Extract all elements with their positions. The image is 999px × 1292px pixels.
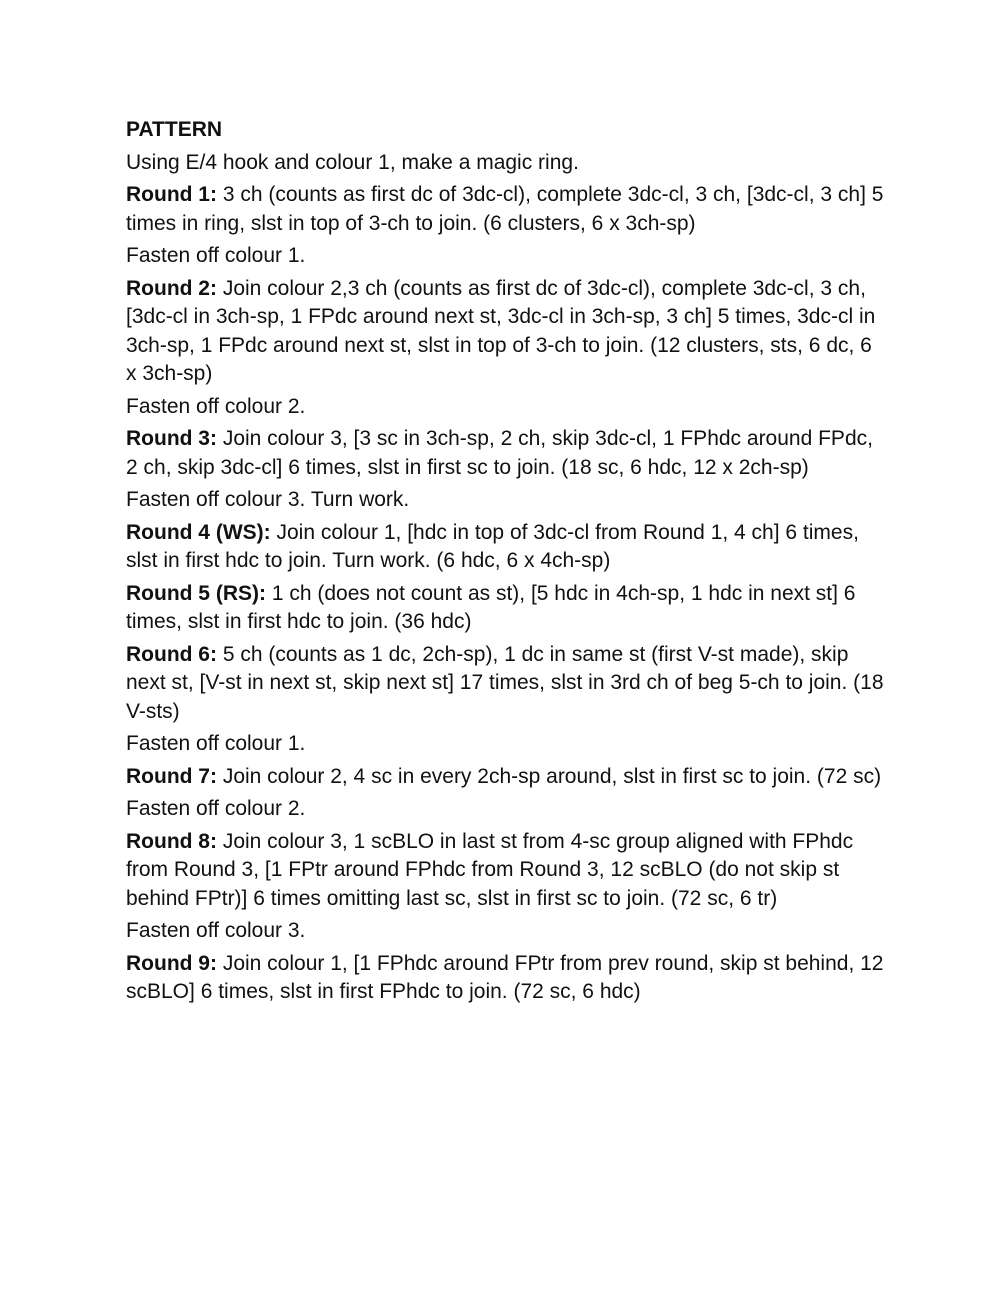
round-text: Join colour 3, [3 sc in 3ch-sp, 2 ch, skip 3dc-cl, 1 FPhdc around FPdc, 2 ch, skip 3dc-cl] 6 times, slst in first sc to join. (18 sc, 6 hdc, 12 x 2ch-sp)	[126, 427, 873, 479]
round-7	[126, 763, 886, 792]
round-text: Join colour 3, 1 scBLO in last st from 4-sc group aligned with FPhdc from Round 3, [1 FPtr around FPhdc from Round 3, 12 scBLO (do not skip st behind FPtr)] 6 times omitting last sc, slst in first sc to join. (72 sc, 6 tr)	[126, 829, 854, 910]
round-2	[126, 275, 886, 389]
round-text: Join colour 2, 4 sc in every 2ch-sp around, slst in first sc to join. (72 sc)	[216, 764, 882, 788]
round-label: Round 1:	[126, 183, 217, 206]
round-3	[126, 425, 886, 482]
fasten-off-note	[126, 242, 886, 271]
note-text: Fasten off colour 2.	[126, 394, 306, 418]
round-label: Round 7:	[126, 764, 217, 788]
round-text: Join colour 1, [1 FPhdc around FPtr from prev round, skip st behind, 12 scBLO] 6 times, slst in first FPhdc to join. (72 sc, 6 hdc)	[126, 951, 884, 1003]
round-8	[126, 828, 886, 914]
fasten-off-note	[126, 730, 886, 759]
round-label: Round 3:	[126, 427, 217, 450]
round-5	[126, 580, 886, 637]
note-text: Fasten off colour 2.	[126, 797, 306, 820]
round-text: 1 ch (does not count as st), [5 hdc in 4ch-sp, 1 hdc in next st] 6 times, slst in first hdc to join. (36 hdc)	[126, 581, 856, 633]
intro-text: Using E/4 hook and colour 1, make a magic ring.	[126, 150, 579, 174]
round-6	[126, 641, 886, 727]
round-1	[126, 181, 886, 238]
round-9	[126, 950, 886, 1007]
note-text: Fasten off colour 1.	[126, 732, 306, 755]
round-text: Join colour 1, [hdc in top of 3dc-cl from Round 1, 4 ch] 6 times, slst in first hdc to join. Turn work. (6 hdc, 6 x 4ch-sp)	[126, 520, 859, 572]
round-label: Round 4 (WS):	[126, 520, 271, 544]
note-text: Fasten off colour 3.	[126, 919, 306, 942]
note-text: Fasten off colour 1.	[126, 244, 306, 267]
pattern-heading: PATTERN	[126, 118, 223, 141]
round-text: 3 ch (counts as first dc of 3dc-cl), complete 3dc-cl, 3 ch, [3dc-cl, 3 ch] 5 times in ring, slst in top of 3-ch to join. (6 clusters, 6 x 3ch-sp)	[126, 183, 884, 235]
round-label: Round 2:	[126, 276, 217, 300]
round-text: 5 ch (counts as 1 dc, 2ch-sp), 1 dc in same st (first V-st made), skip next st, [V-st in next st, skip next st] 17 times, slst in 3rd ch of beg 5-ch to join. (18 V-sts)	[126, 642, 884, 723]
round-4	[126, 519, 886, 576]
note-text: Fasten off colour 3. Turn work.	[126, 488, 410, 511]
round-label: Round 5 (RS):	[126, 581, 266, 605]
fasten-off-note	[126, 917, 886, 946]
round-label: Round 6:	[126, 642, 217, 666]
round-label: Round 9:	[126, 951, 217, 975]
round-label: Round 8:	[126, 829, 217, 853]
document-page	[126, 116, 886, 1011]
fasten-off-note	[126, 393, 886, 422]
fasten-off-note	[126, 795, 886, 824]
round-text: Join colour 2,3 ch (counts as first dc of 3dc-cl), complete 3dc-cl, 3 ch, [3dc-cl in 3ch-sp, 1 FPdc around next st, 3dc-cl in 3ch-sp, 3 ch] 5 times, 3dc-cl in 3ch-sp, 1 FPdc around next st, slst in top of 3-ch to join. (12 clusters, sts, 6 dc, 6 x 3ch-sp)	[126, 276, 876, 385]
fasten-off-note	[126, 486, 886, 515]
